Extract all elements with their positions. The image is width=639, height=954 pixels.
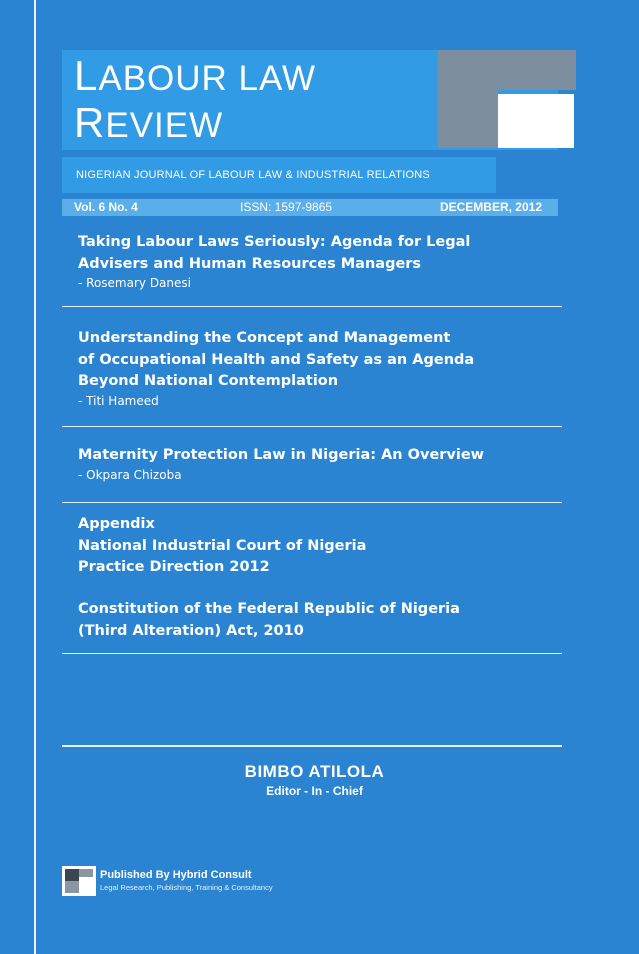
cover-spine-line (34, 0, 36, 954)
issue-volume: Vol. 6 No. 4 (74, 200, 138, 214)
appendix-line: Practice Direction 2012 (78, 559, 270, 575)
masthead-logo-graphic (438, 50, 576, 148)
subtitle-bar (62, 157, 496, 193)
editor-role: Editor - In - Chief (266, 784, 363, 798)
article-title (78, 445, 484, 467)
appendix-line: National Industrial Court of Nigeria (78, 537, 367, 554)
publisher-logo-icon (62, 866, 96, 896)
article-author: - Okpara Chizoba (78, 468, 182, 482)
issue-issn: ISSN: 1597-9865 (240, 200, 333, 214)
journal-title (74, 54, 316, 148)
article-title (78, 328, 474, 393)
constitution-line: Constitution of the Federal Republic of Nigeria (78, 601, 460, 617)
journal-subtitle: NIGERIAN JOURNAL OF LABOUR LAW & INDUSTRIAL RELATIONS (76, 169, 430, 181)
publisher-tagline: Legal Research, Publishing, Training & Consultancy (100, 883, 273, 892)
divider (62, 426, 562, 427)
divider (62, 502, 562, 503)
article-title-line: of Occupational Health and Safety as an Agenda (78, 351, 475, 368)
article-title-line: Understanding the Concept and Management (78, 330, 451, 346)
divider (62, 653, 562, 654)
editor-name: BIMBO ATILOLA (244, 762, 385, 781)
article-author: - Titi Hameed (78, 394, 159, 408)
article-author: - Rosemary Danesi (78, 276, 191, 290)
editor-block (0, 762, 639, 798)
appendix-line: Appendix (78, 516, 155, 532)
constitution-heading (78, 599, 460, 642)
publisher-name: Published By Hybrid Consult (100, 869, 252, 881)
article-title-line: Beyond National Contemplation (78, 373, 339, 389)
issue-info-bar (62, 199, 558, 216)
article-title (78, 232, 470, 275)
article-title-line: Taking Labour Laws Seriously: Agenda for Legal (78, 234, 471, 250)
constitution-line: (Third Alteration) Act, 2010 (78, 622, 304, 639)
issue-date: DECEMBER, 2012 (439, 200, 542, 214)
journal-title-line2: REVIEW (74, 99, 224, 146)
appendix-heading (78, 514, 366, 579)
divider (62, 306, 562, 307)
article-title-line: Maternity Protection Law in Nigeria: An Overview (78, 447, 485, 463)
article-title-line: Advisers and Human Resources Managers (78, 255, 422, 272)
editor-divider (62, 745, 562, 747)
journal-title-line1: LABOUR LAW (74, 52, 317, 99)
